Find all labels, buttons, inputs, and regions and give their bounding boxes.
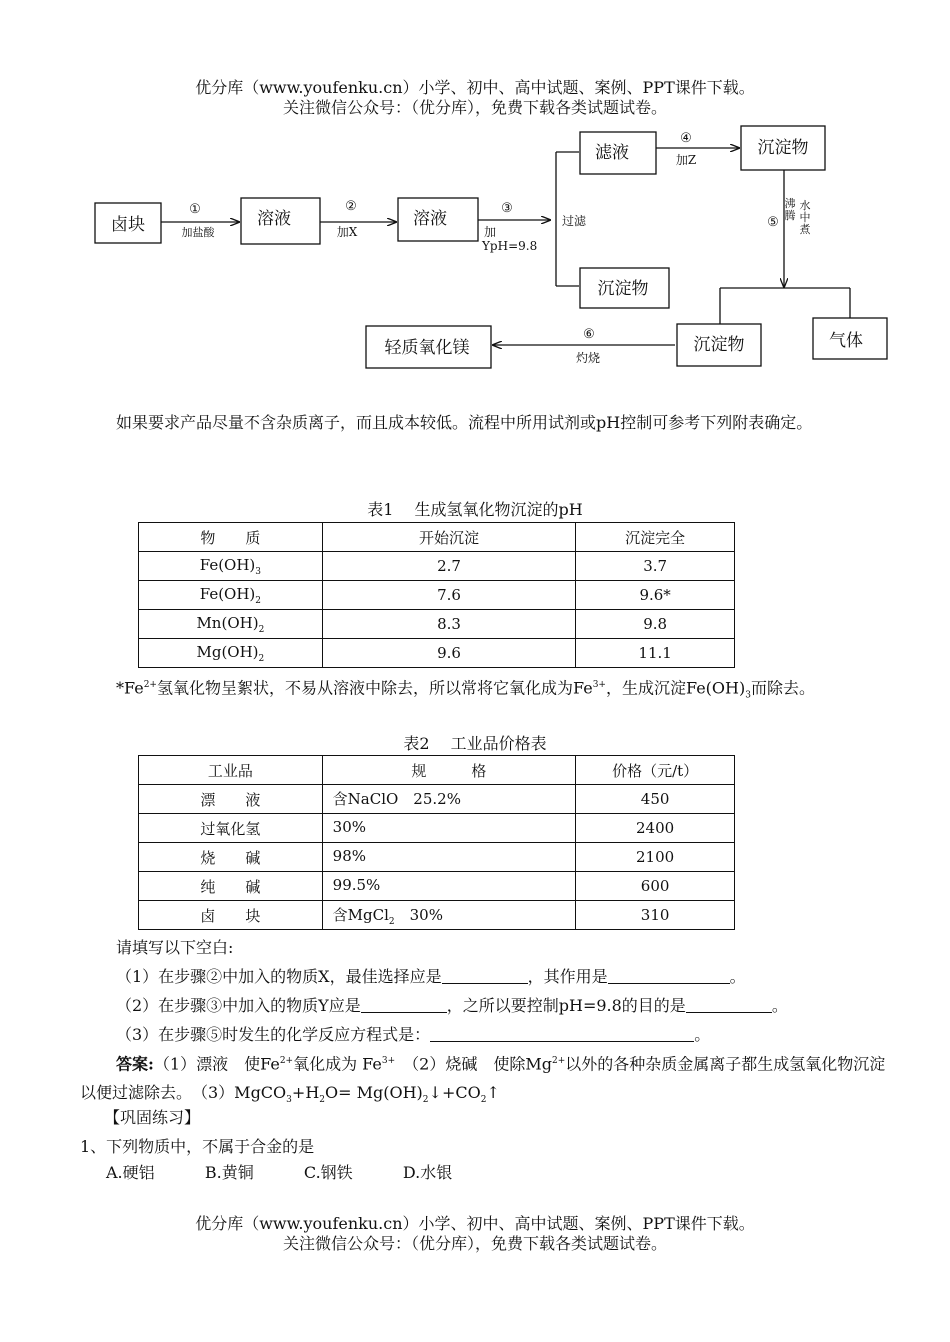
price-cell: 450 bbox=[576, 785, 735, 814]
spec-cell: 含MgCl$_2$ 30% bbox=[322, 901, 576, 930]
table-row bbox=[139, 581, 735, 610]
product-cell: 烧 碱 bbox=[139, 843, 323, 872]
substance-cell: $Mn(OH)_2$ bbox=[139, 610, 323, 639]
practice-title: 【巩固练习】 bbox=[104, 1108, 201, 1127]
answer-paragraph: 答案:（1）漂液 使$Fe^{2+}$氧化成为 $Fe^{3+}$ （2）烧碱 使除$Mg^{2+}$以外的各种杂质金属离子都生成氢氧化物沉淀以便过滤除去。 $(3)MgCO_3+H_2O=$ $Mg(OH)_2↓+CO_2↑$ bbox=[80, 1054, 886, 1106]
step5-vertical-2: 腾 bbox=[784, 209, 796, 222]
label-product: 轻质氧化镁 bbox=[384, 338, 470, 358]
spec-cell: 98% bbox=[322, 843, 576, 872]
label-qiti: 气体 bbox=[829, 331, 863, 351]
label-chendian-mid: 沉淀物 bbox=[597, 279, 649, 299]
table-row bbox=[139, 610, 735, 639]
table-row bbox=[139, 843, 735, 872]
start-ph-cell: 9.6 bbox=[322, 639, 576, 668]
page-footer-line2: 关注微信公众号：（优分库），免费下载各类试题试卷。 bbox=[282, 1234, 667, 1253]
table1-precipitation-ph bbox=[138, 522, 735, 668]
step5-vertical-5: 煮 bbox=[799, 223, 811, 236]
option-c[interactable]: C.钢铁 bbox=[303, 1163, 353, 1182]
label-rongye-1: 溶液 bbox=[257, 209, 291, 229]
process-flow-diagram bbox=[0, 120, 950, 380]
answer-blank-3[interactable] bbox=[361, 996, 447, 1013]
spec-cell: 30% bbox=[322, 814, 576, 843]
table-row bbox=[139, 639, 735, 668]
end-ph-cell: 11.1 bbox=[576, 639, 735, 668]
label-luokuai: 卤块 bbox=[111, 215, 145, 235]
step6-label: 灼烧 bbox=[575, 351, 601, 365]
step5-vertical-1: 沸 bbox=[784, 197, 796, 210]
price-cell: 310 bbox=[576, 901, 735, 930]
step5-number: ⑤ bbox=[767, 215, 779, 230]
table2-header-row bbox=[139, 756, 735, 785]
step4-number: ④ bbox=[680, 131, 692, 146]
page-header-line2: 关注微信公众号：（优分库），免费下载各类试题试卷。 bbox=[282, 98, 667, 117]
page-header-line1: 优分库（www.youfenku.cn）小学、初中、高中试题、案例、PPT课件下载。 bbox=[195, 78, 755, 97]
answer-label: 答案: bbox=[116, 1054, 154, 1074]
page-footer-line1: 优分库（www.youfenku.cn）小学、初中、高中试题、案例、PPT课件下载。 bbox=[195, 1214, 755, 1233]
answer-blank-1[interactable] bbox=[442, 967, 528, 984]
start-ph-cell: 2.7 bbox=[322, 552, 576, 581]
label-chendian-top: 沉淀物 bbox=[757, 138, 809, 158]
step5-vertical-4: 中 bbox=[799, 211, 811, 224]
table1-header-cell: 物 质 bbox=[139, 523, 323, 552]
option-d[interactable]: D.水银 bbox=[402, 1163, 453, 1182]
product-cell: 漂 液 bbox=[139, 785, 323, 814]
table1-header-row bbox=[139, 523, 735, 552]
label-lvye: 滤液 bbox=[595, 143, 629, 163]
label-rongye-2: 溶液 bbox=[413, 209, 447, 229]
table1-header-cell: 开始沉淀 bbox=[322, 523, 576, 552]
step5-vertical-3: 水 bbox=[799, 199, 811, 212]
label-chendian-bottom: 沉淀物 bbox=[693, 335, 745, 355]
start-ph-cell: 8.3 bbox=[322, 610, 576, 639]
step3-label-line1: 加 bbox=[484, 225, 497, 239]
end-ph-cell: 3.7 bbox=[576, 552, 735, 581]
end-ph-cell: 9.8 bbox=[576, 610, 735, 639]
step2-number: ② bbox=[345, 199, 357, 214]
table2-header-cell: 工业品 bbox=[139, 756, 323, 785]
question-3: （3）在步骤⑤时发生的化学反应方程式是： 。 bbox=[116, 1025, 711, 1044]
product-cell: 过氧化氢 bbox=[139, 814, 323, 843]
table1-caption: 表1 生成氢氧化物沉淀的pH bbox=[367, 500, 583, 519]
spec-cell: 99.5% bbox=[322, 872, 576, 901]
table-row bbox=[139, 552, 735, 581]
price-cell: 600 bbox=[576, 872, 735, 901]
substance-cell: $Fe(OH)_3$ bbox=[139, 552, 323, 581]
table1-footnote: $*Fe^{2+}$氢氧化物呈絮状，不易从溶液中除去，所以常将它氧化成为$Fe^{3+}$，生成沉淀$Fe(OH)_3$而除去。 bbox=[116, 678, 815, 701]
start-ph-cell: 7.6 bbox=[322, 581, 576, 610]
step4-label: 加Z bbox=[675, 153, 697, 167]
substance-cell: $Mg(OH)_2$ bbox=[139, 639, 323, 668]
question-2: （2）在步骤③中加入的物质Y应是 ，之所以要控制pH=9.8的目的是 。 bbox=[116, 996, 788, 1015]
end-ph-cell: 9.6* bbox=[576, 581, 735, 610]
price-cell: 2100 bbox=[576, 843, 735, 872]
price-cell: 2400 bbox=[576, 814, 735, 843]
answer-blank-4[interactable] bbox=[686, 996, 772, 1013]
step1-number: ① bbox=[189, 202, 201, 217]
questions-prompt: 请填写以下空白: bbox=[116, 938, 234, 957]
table2-price-list bbox=[138, 755, 735, 930]
table2-header-cell: 规 格 bbox=[322, 756, 576, 785]
table1-header-cell: 沉淀完全 bbox=[576, 523, 735, 552]
answer-blank-5[interactable] bbox=[430, 1025, 694, 1042]
table2-caption: 表2 工业品价格表 bbox=[403, 734, 547, 753]
table-row bbox=[139, 814, 735, 843]
filter-label: 过滤 bbox=[562, 214, 587, 228]
table-row bbox=[139, 872, 735, 901]
spec-cell: 含NaClO 25.2% bbox=[322, 785, 576, 814]
step3-label-line2: YpH=9.8 bbox=[482, 239, 538, 253]
practice-options bbox=[106, 1162, 452, 1184]
step3-number: ③ bbox=[501, 201, 513, 216]
table-row bbox=[139, 785, 735, 814]
step6-number: ⑥ bbox=[583, 327, 595, 342]
question-1: （1）在步骤②中加入的物质X，最佳选择应是 ，其作用是 。 bbox=[116, 967, 746, 986]
product-cell: 卤 块 bbox=[139, 901, 323, 930]
practice-question-1: 1、下列物质中，不属于合金的是 bbox=[80, 1137, 315, 1156]
option-a[interactable]: A.硬铝 bbox=[106, 1163, 155, 1182]
substance-cell: $Fe(OH)_2$ bbox=[139, 581, 323, 610]
intro-paragraph: 如果要求产品尽量不含杂质离子，而且成本较低。流程中所用试剂或pH控制可参考下列附表确定。 bbox=[116, 413, 813, 432]
table2-header-cell: 价格（元/t） bbox=[576, 756, 735, 785]
product-cell: 纯 碱 bbox=[139, 872, 323, 901]
answer-blank-2[interactable] bbox=[608, 967, 730, 984]
option-b[interactable]: B.黄铜 bbox=[204, 1163, 254, 1182]
table-row bbox=[139, 901, 735, 930]
step1-label: 加盐酸 bbox=[181, 226, 215, 239]
step2-label: 加X bbox=[336, 225, 358, 239]
